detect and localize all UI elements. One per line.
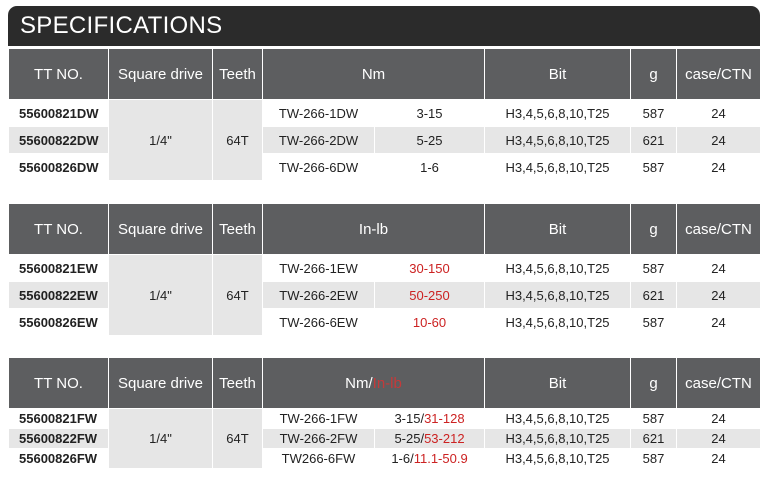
- tt-no-cell: 55600821FW: [9, 409, 109, 429]
- table-row: [9, 409, 761, 429]
- model-cell: TW-266-6EW: [263, 309, 375, 336]
- weight-cell: 587: [631, 309, 677, 336]
- bit-cell: H3,4,5,6,8,10,T25: [485, 154, 631, 181]
- header-bit: Bit: [485, 204, 631, 255]
- specifications-banner: [8, 6, 760, 46]
- tt-no-cell: 55600826DW: [9, 154, 109, 181]
- bit-cell: H3,4,5,6,8,10,T25: [485, 127, 631, 154]
- torque-nm: 3-15/: [394, 411, 425, 426]
- header-case: case/CTN: [677, 358, 761, 409]
- table-row: [9, 255, 761, 282]
- torque-nm: 5-25/: [394, 431, 425, 446]
- torque-cell: 10-60: [375, 309, 485, 336]
- case-cell: 24: [677, 449, 761, 469]
- weight-cell: 587: [631, 154, 677, 181]
- teeth-cell: 64T: [213, 255, 263, 336]
- header-case: case/CTN: [677, 49, 761, 100]
- header-weight: g: [631, 204, 677, 255]
- model-cell: TW-266-1EW: [263, 255, 375, 282]
- case-cell: 24: [677, 409, 761, 429]
- model-cell: TW-266-2DW: [263, 127, 375, 154]
- header-weight: g: [631, 49, 677, 100]
- case-cell: 24: [677, 154, 761, 181]
- model-cell: TW266-6FW: [263, 449, 375, 469]
- header-tt-no: TT NO.: [9, 358, 109, 409]
- header-square-drive: Square drive: [109, 358, 213, 409]
- weight-cell: 621: [631, 429, 677, 449]
- header-weight: g: [631, 358, 677, 409]
- teeth-cell: 64T: [213, 409, 263, 469]
- square-drive-cell: 1/4": [109, 409, 213, 469]
- model-cell: TW-266-6DW: [263, 154, 375, 181]
- teeth-cell: 64T: [213, 100, 263, 181]
- bit-cell: H3,4,5,6,8,10,T25: [485, 282, 631, 309]
- header-square-drive: Square drive: [109, 49, 213, 100]
- torque-inlb: 53-212: [424, 431, 465, 446]
- torque-cell: 5-25: [375, 127, 485, 154]
- bit-cell: H3,4,5,6,8,10,T25: [485, 409, 631, 429]
- header-torque-inlb: In-lb: [372, 374, 402, 392]
- case-cell: 24: [677, 429, 761, 449]
- page-title: SPECIFICATIONS: [20, 12, 223, 39]
- header-torque: Nm: [263, 49, 485, 100]
- header-bit: Bit: [485, 358, 631, 409]
- weight-cell: 621: [631, 282, 677, 309]
- tt-no-cell: 55600821DW: [9, 100, 109, 127]
- spec-table-nm-inlb: [8, 357, 761, 469]
- case-cell: 24: [677, 255, 761, 282]
- spec-table-inlb: [8, 203, 761, 336]
- header-case: case/CTN: [677, 204, 761, 255]
- bit-cell: H3,4,5,6,8,10,T25: [485, 100, 631, 127]
- header-square-drive: Square drive: [109, 204, 213, 255]
- weight-cell: 587: [631, 255, 677, 282]
- model-cell: TW-266-2FW: [263, 429, 375, 449]
- tt-no-cell: 55600826FW: [9, 449, 109, 469]
- torque-cell: [375, 449, 485, 469]
- model-cell: TW-266-2EW: [263, 282, 375, 309]
- tt-no-cell: 55600822DW: [9, 127, 109, 154]
- torque-cell: [375, 409, 485, 429]
- table-header-row: [9, 49, 761, 100]
- header-torque-nm: Nm/: [345, 374, 373, 392]
- tt-no-cell: 55600822EW: [9, 282, 109, 309]
- table-header-row: [9, 358, 761, 409]
- torque-nm: 1-6/: [391, 451, 414, 466]
- case-cell: 24: [677, 282, 761, 309]
- spec-table-nm: [8, 48, 761, 181]
- table-header-row: [9, 204, 761, 255]
- tt-no-cell: 55600826EW: [9, 309, 109, 336]
- model-cell: TW-266-1FW: [263, 409, 375, 429]
- weight-cell: 587: [631, 449, 677, 469]
- torque-inlb: 31-128: [424, 411, 465, 426]
- header-tt-no: TT NO.: [9, 49, 109, 100]
- bit-cell: H3,4,5,6,8,10,T25: [485, 449, 631, 469]
- model-cell: TW-266-1DW: [263, 100, 375, 127]
- bit-cell: H3,4,5,6,8,10,T25: [485, 429, 631, 449]
- header-tt-no: TT NO.: [9, 204, 109, 255]
- header-torque: [263, 358, 485, 409]
- case-cell: 24: [677, 127, 761, 154]
- torque-cell: 30-150: [375, 255, 485, 282]
- header-teeth: Teeth: [213, 204, 263, 255]
- header-torque: In-lb: [263, 204, 485, 255]
- case-cell: 24: [677, 100, 761, 127]
- tt-no-cell: 55600822FW: [9, 429, 109, 449]
- bit-cell: H3,4,5,6,8,10,T25: [485, 255, 631, 282]
- header-teeth: Teeth: [213, 358, 263, 409]
- table-row: [9, 100, 761, 127]
- weight-cell: 587: [631, 409, 677, 429]
- weight-cell: 621: [631, 127, 677, 154]
- torque-cell: 3-15: [375, 100, 485, 127]
- header-bit: Bit: [485, 49, 631, 100]
- tt-no-cell: 55600821EW: [9, 255, 109, 282]
- torque-cell: 1-6: [375, 154, 485, 181]
- case-cell: 24: [677, 309, 761, 336]
- bit-cell: H3,4,5,6,8,10,T25: [485, 309, 631, 336]
- square-drive-cell: 1/4": [109, 100, 213, 181]
- weight-cell: 587: [631, 100, 677, 127]
- square-drive-cell: 1/4": [109, 255, 213, 336]
- torque-cell: [375, 429, 485, 449]
- torque-cell: 50-250: [375, 282, 485, 309]
- torque-inlb: 11.1-50.9: [413, 451, 468, 466]
- header-teeth: Teeth: [213, 49, 263, 100]
